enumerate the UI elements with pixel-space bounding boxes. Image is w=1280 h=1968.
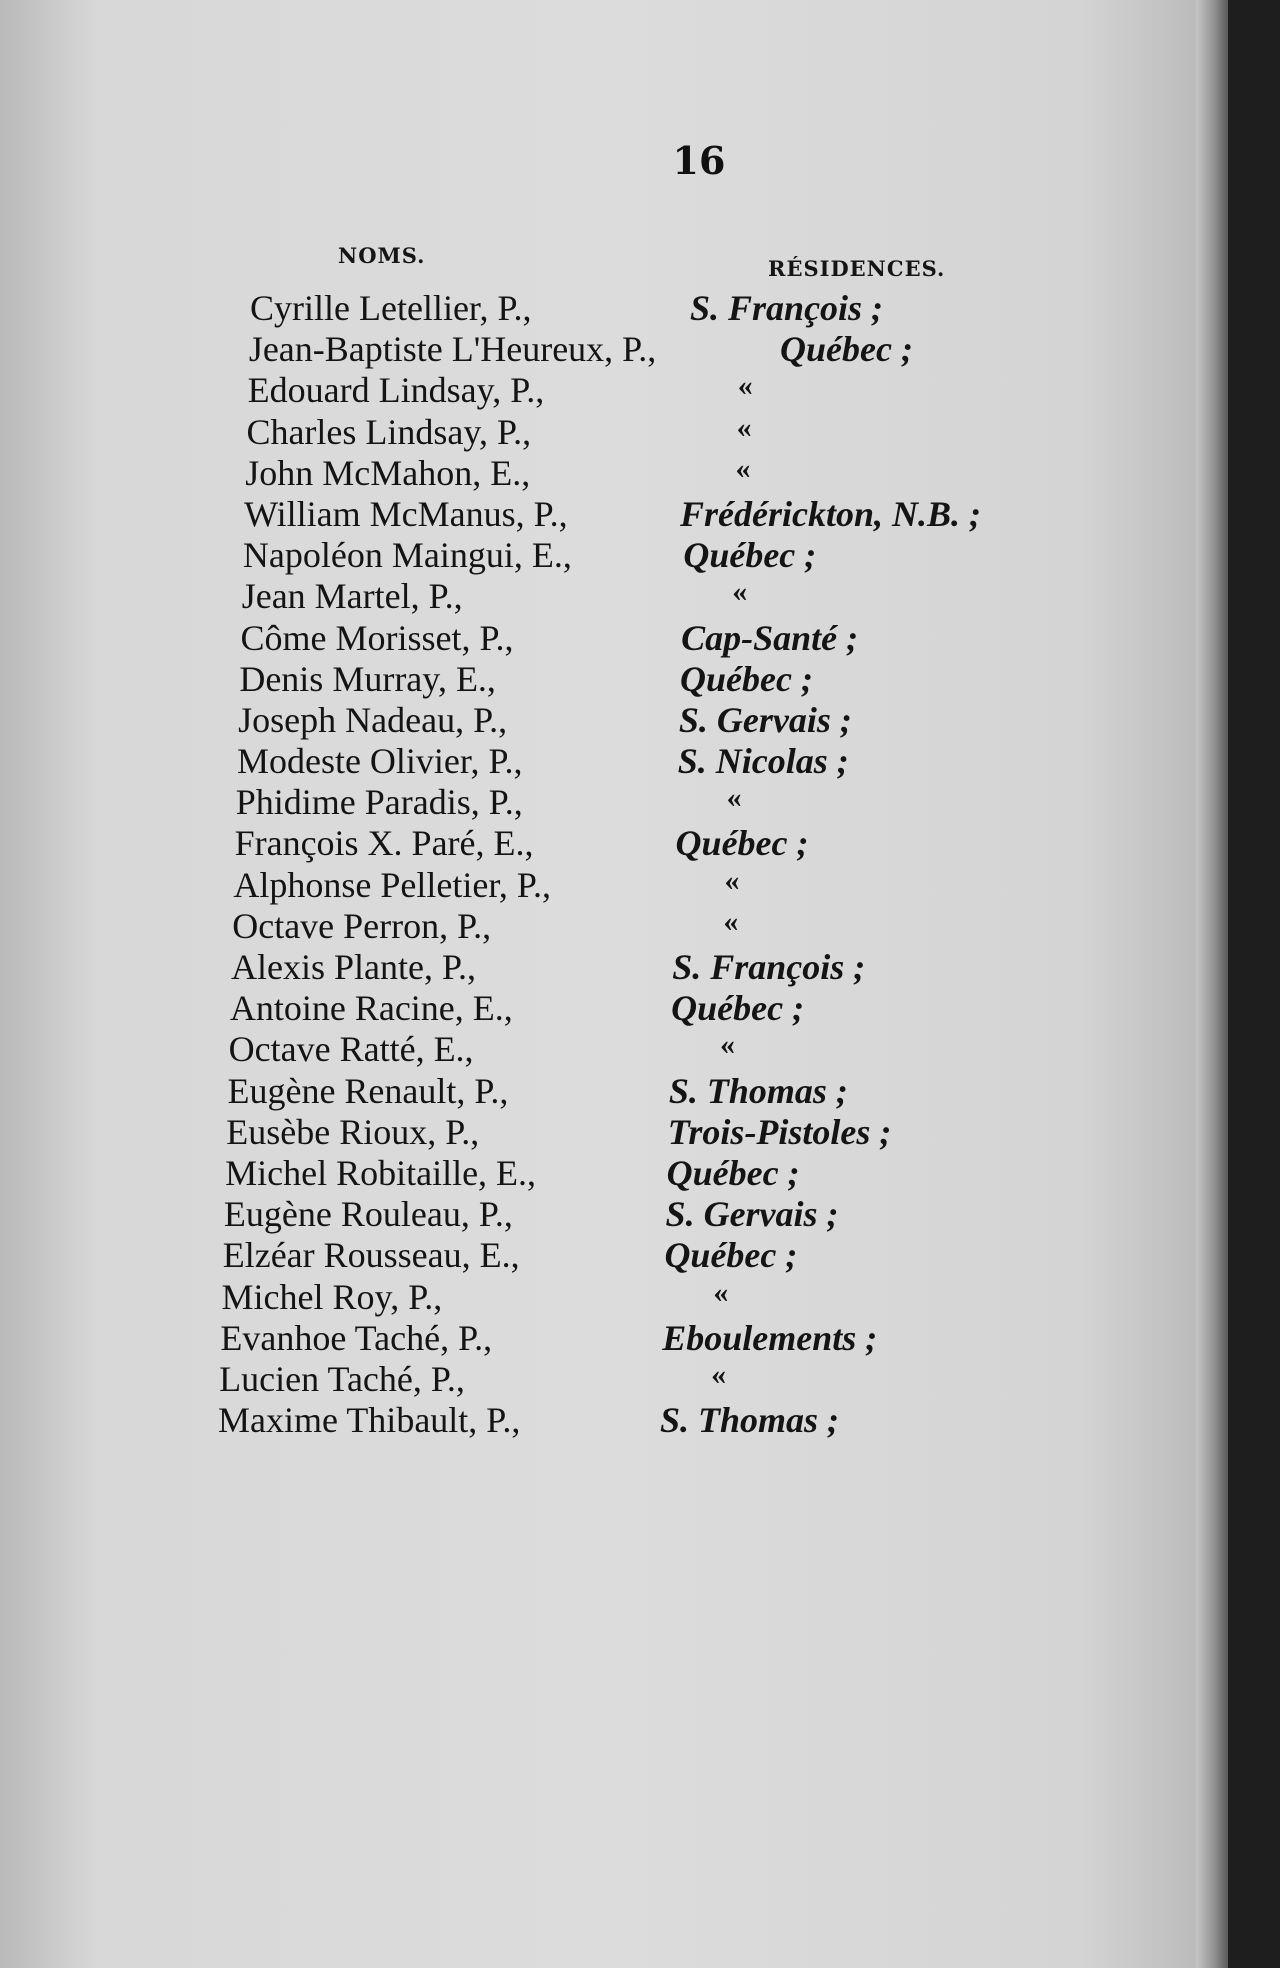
entry-residence: Québec ; [780,329,913,370]
entry-residence: « [711,1357,727,1391]
entry-name: Modeste Olivier, P., [236,741,523,782]
list-item [0,575,1228,616]
list-item [0,946,1228,987]
list-item [0,452,1228,493]
entry-residence: S. François ; [672,947,866,987]
column-header-names: NOMS. [338,243,426,268]
list-item [0,987,1228,1028]
entry-name: Elzéar Rousseau, E., [222,1235,520,1276]
entry-name: Octave Ratté, E., [228,1029,474,1070]
entry-name: Phidime Paradis, P., [235,782,523,823]
entry-residence: « [735,451,751,485]
name-list [0,287,1228,1440]
column-header-residences: RÉSIDENCES. [768,256,946,281]
entry-residence: « [732,575,748,609]
entry-name: Charles Lindsay, P., [246,411,532,452]
entry-residence: « [724,863,740,897]
list-item [0,658,1228,699]
entry-residence: S. Gervais ; [665,1194,839,1235]
list-item [0,740,1228,781]
list-item [0,1234,1228,1275]
list-item [0,1317,1228,1358]
list-item [0,1399,1228,1440]
entry-name: Jean-Baptiste L'Heureux, P., [248,329,657,370]
list-item [0,1152,1228,1193]
entry-residence: Québec ; [666,1152,800,1193]
entry-name: Antoine Racine, E., [229,988,513,1029]
list-item [0,617,1228,658]
entry-residence: Québec ; [683,535,817,576]
list-item [0,1028,1228,1069]
entry-name: François X. Paré, E., [234,823,534,864]
entry-name: Evanhoe Taché, P., [220,1317,493,1358]
entry-residence: Québec ; [675,823,809,864]
entry-residence: S. Thomas ; [668,1070,848,1111]
entry-residence: Eboulements ; [662,1317,878,1358]
list-item [0,1111,1228,1152]
entry-residence: S. François ; [690,288,884,328]
entry-name: Napoléon Maingui, E., [242,535,572,576]
entry-residence: Frédérickton, N.B. ; [680,493,981,534]
list-item [0,369,1228,410]
entry-residence: Québec ; [680,658,813,699]
entry-name: Edouard Lindsay, P., [247,370,545,411]
entry-residence: Cap-Santé ; [681,617,859,658]
entry-name: Maxime Thibault, P., [218,1400,521,1441]
list-item [0,822,1228,863]
entry-name: Octave Perron, P., [232,905,492,946]
entry-residence: « [737,369,753,403]
entry-name: Jean Martel, P., [241,576,463,617]
page-number: 16 [672,138,726,183]
entry-residence: S. Gervais ; [678,699,852,740]
list-item [0,781,1228,822]
entry-name: Alphonse Pelletier, P., [233,864,551,905]
list-item [0,411,1228,452]
list-item [0,1070,1228,1111]
entry-name: John McMahon, E., [245,452,531,493]
list-item [0,287,1228,328]
list-item [0,1358,1228,1399]
entry-residence: « [720,1028,735,1062]
entry-residence: « [723,904,739,938]
list-item [0,534,1228,575]
entry-residence: Québec ; [664,1235,798,1276]
entry-residence: S. Nicolas ; [677,741,849,782]
entry-residence: S. Thomas ; [660,1400,840,1441]
entry-name: Cyrille Letellier, P., [250,288,532,328]
entry-name: Alexis Plante, P., [231,947,477,987]
entry-name: William McManus, P., [244,493,568,534]
list-item [0,1193,1228,1234]
entry-residence: Québec ; [671,988,805,1029]
list-item [0,493,1228,534]
entry-name: Joseph Nadeau, P., [238,699,508,740]
entry-name: Côme Morisset, P., [240,617,514,658]
entry-residence: « [736,410,752,444]
list-item [0,1276,1228,1317]
entry-name: Michel Robitaille, E., [225,1152,537,1193]
entry-name: Michel Roy, P., [221,1276,443,1317]
list-item [0,864,1228,905]
entry-name: Eusèbe Rioux, P., [226,1111,480,1152]
entry-name: Denis Murray, E., [239,658,496,699]
entry-residence: « [726,781,742,815]
entry-residence: Trois-Pistoles ; [667,1111,892,1152]
entry-name: Eugène Rouleau, P., [223,1194,513,1235]
list-item [0,699,1228,740]
entry-name: Lucien Taché, P., [219,1358,465,1399]
entry-name: Eugène Renault, P., [227,1070,509,1111]
list-item [0,905,1228,946]
list-item [0,328,1228,369]
entry-residence: « [713,1275,729,1309]
